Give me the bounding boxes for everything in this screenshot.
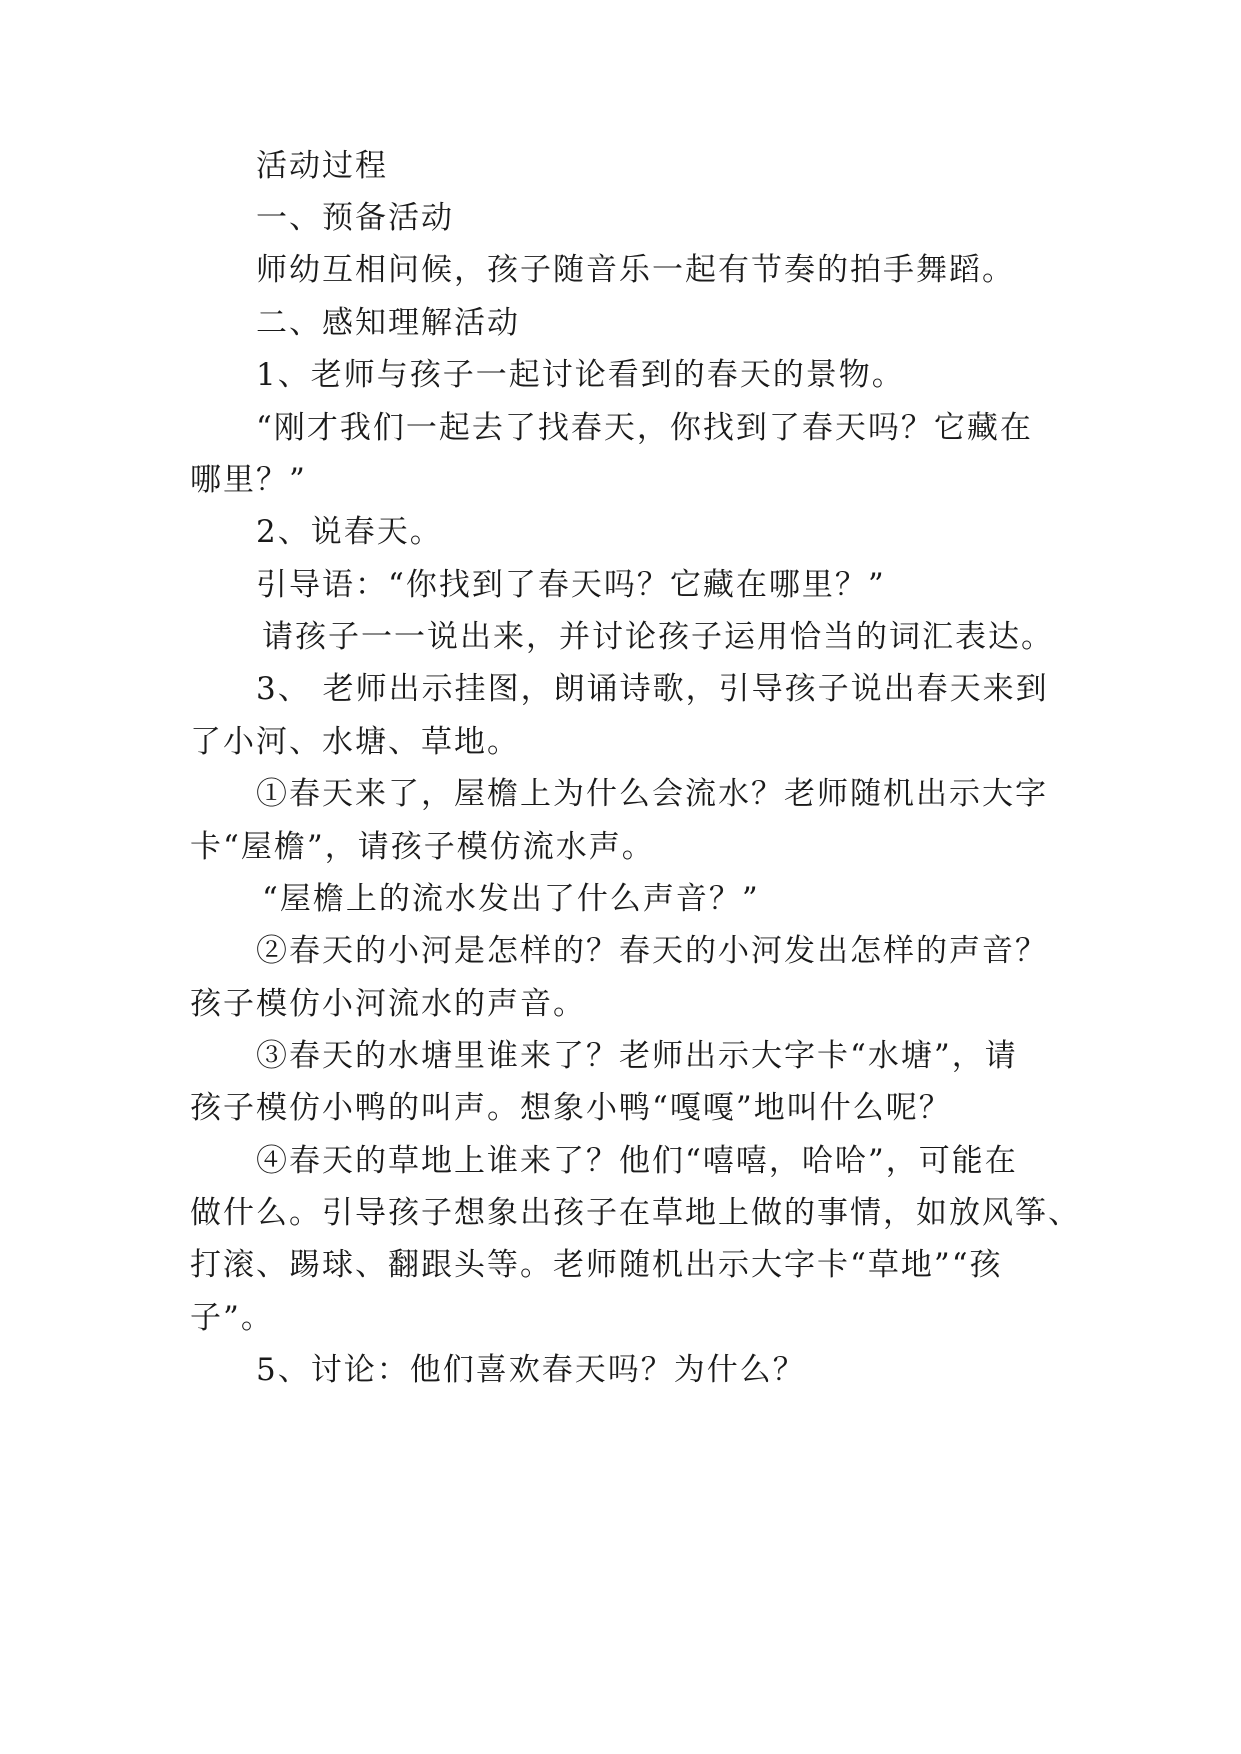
sub-item-4: ④春天的草地上谁来了？他们“嘻嘻，哈哈”，可能在 <box>256 1143 1018 1179</box>
sub-item-4-continued: 子”。 <box>190 1300 274 1336</box>
sub-item-2: ②春天的小河是怎样的？春天的小河发出怎样的声音？ <box>256 933 1048 969</box>
sub-item-4-continued: 做什么。引导孩子想象出孩子在草地上做的事情，如放风筝、 <box>190 1195 1081 1231</box>
paragraph-line: 请孩子一一说出来，并讨论孩子运用恰当的词汇表达。 <box>262 619 1054 655</box>
list-item-5: 5、讨论：他们喜欢春天吗？为什么？ <box>256 1352 806 1388</box>
sub-item-4-continued: 打滚、踢球、翻跟头等。老师随机出示大字卡“草地”“孩 <box>190 1247 1003 1283</box>
sub-item-1: ①春天来了，屋檐上为什么会流水？老师随机出示大字 <box>256 776 1048 812</box>
section-heading-preparation: 一、预备活动 <box>256 200 454 236</box>
quote-line: “刚才我们一起去了找春天，你找到了春天吗？它藏在 <box>256 410 1033 446</box>
quote-line: “屋檐上的流水发出了什么声音？” <box>262 881 760 917</box>
sub-item-3: ③春天的水塘里谁来了？老师出示大字卡“水塘”，请 <box>256 1038 1018 1074</box>
sub-item-1-continued: 卡“屋檐”，请孩子模仿流水声。 <box>190 829 655 865</box>
paragraph-line: 引导语：“你找到了春天吗？它藏在哪里？” <box>256 567 886 603</box>
list-item-3: 3、 老师出示挂图，朗诵诗歌，引导孩子说出春天来到 <box>256 671 1049 707</box>
quote-line-continued: 哪里？” <box>190 462 307 498</box>
list-item-2: 2、说春天。 <box>256 514 443 550</box>
sub-item-3-continued: 孩子模仿小鸭的叫声。想象小鸭“嘎嘎”地叫什么呢？ <box>190 1090 952 1126</box>
sub-item-2-continued: 孩子模仿小河流水的声音。 <box>190 986 586 1022</box>
list-item-1: 1、老师与孩子一起讨论看到的春天的景物。 <box>256 357 905 393</box>
section-heading-perception: 二、感知理解活动 <box>256 305 520 341</box>
list-item-3-continued: 了小河、水塘、草地。 <box>190 724 520 760</box>
paragraph-line: 师幼互相问候，孩子随音乐一起有节奏的拍手舞蹈。 <box>256 252 1015 288</box>
section-heading-activity-process: 活动过程 <box>256 148 388 184</box>
